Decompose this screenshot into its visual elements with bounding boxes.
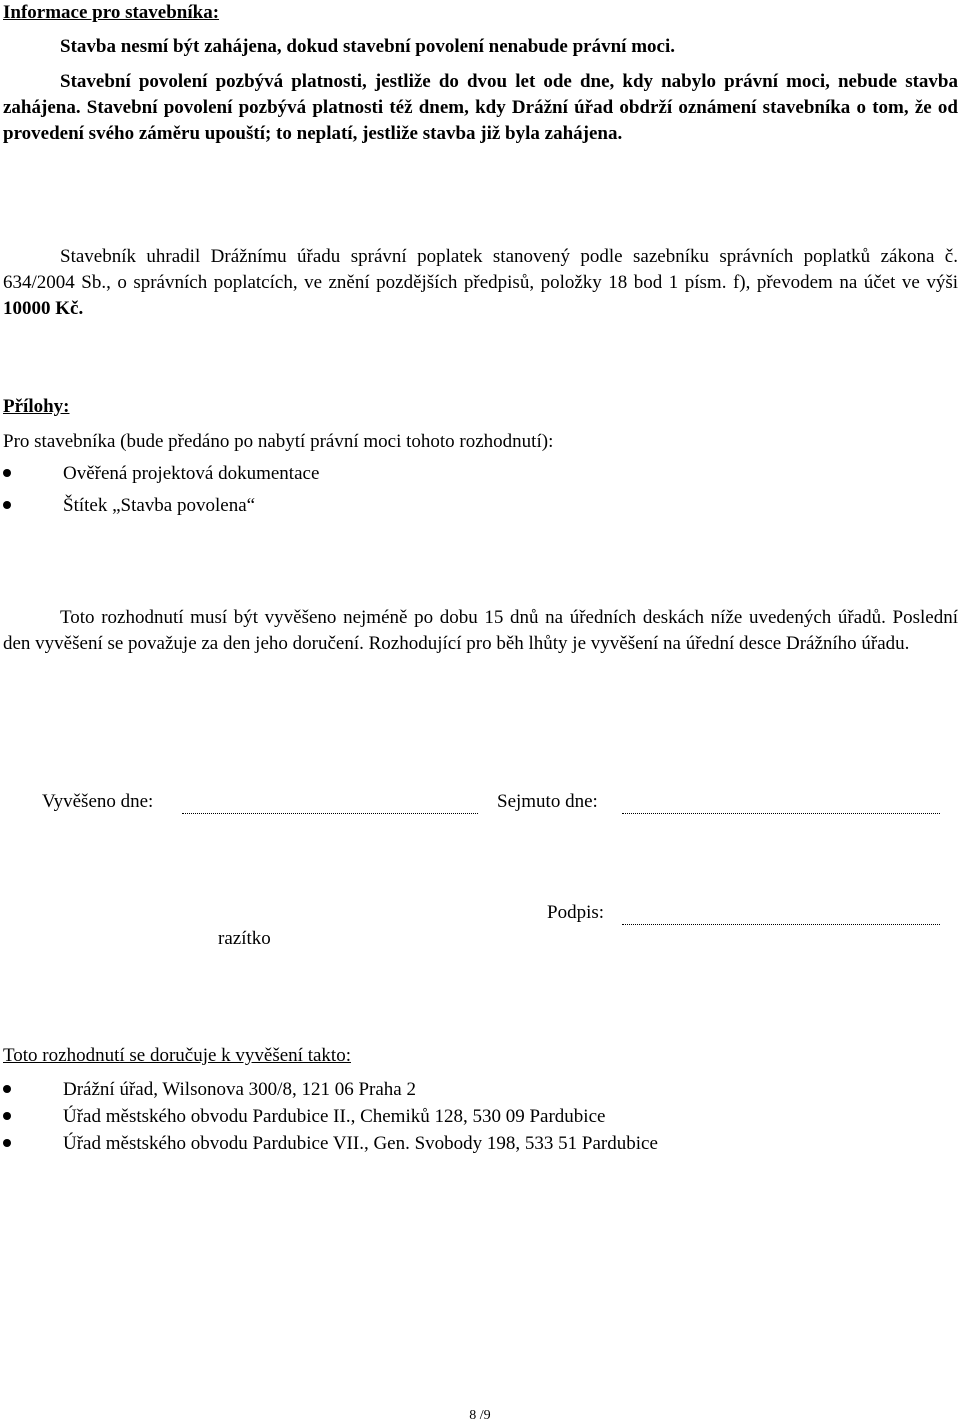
signature-label: Podpis: (547, 902, 605, 923)
attachments-intro: Pro stavebníka (bude předáno po nabytí právní moci tohoto rozhodnutí): (3, 431, 554, 452)
section-title-attachments: Přílohy: (3, 396, 70, 417)
removed-date-field (622, 813, 940, 814)
fee-amount: 10000 Kč. (3, 298, 84, 319)
info-paragraph-2: Stavební povolení pozbývá platnosti, jestliže do dvou let ode dne, kdy nabylo právní moci, nebude stavba zahájena. Stavební povolení pozbývá platnosti též dnem, kdy Drážní úřad obdrží oznámení stavebníka o tom, že od provedení svého záměru upouští; to neplatí, jestliže stavba již byla zahájena. (3, 71, 958, 144)
info-paragraph-1: Stavba nesmí být zahájena, dokud stavební povolení nenabude právní moci. (60, 36, 675, 57)
fee-text: Stavebník uhradil Drážnímu úřadu správní poplatek stanovený podle sazebníku správních poplatků zákona č. 634/2004 Sb., o správních poplatcích, ve znění pozdějších předpisů, položky 18 bod 1 písm. f), převodem na účet ve výši (3, 246, 958, 293)
removed-date-label: Sejmuto dne: (497, 791, 598, 812)
bullet-icon (3, 1085, 11, 1093)
attachment-item-2: Štítek „Stavba povolena“ (63, 495, 256, 516)
fee-paragraph (3, 244, 958, 322)
section-title-info: Informace pro stavebníka: (3, 2, 220, 23)
bullet-icon (3, 469, 11, 477)
page-number: 8 /9 (469, 1408, 491, 1423)
attachment-item-1: Ověřená projektová dokumentace (63, 463, 320, 484)
delivery-item-2: Úřad městského obvodu Pardubice II., Chemiků 128, 530 09 Pardubice (63, 1106, 606, 1127)
bullet-icon (3, 1139, 11, 1147)
section-title-delivery: Toto rozhodnutí se doručuje k vyvěšení takto: (3, 1045, 351, 1066)
posted-date-label: Vyvěšeno dne: (42, 791, 154, 812)
stamp-label: razítko (218, 928, 271, 949)
signature-field (622, 924, 940, 925)
delivery-item-1: Drážní úřad, Wilsonova 300/8, 121 06 Praha 2 (63, 1079, 416, 1100)
delivery-item-3: Úřad městského obvodu Pardubice VII., Gen. Svobody 198, 533 51 Pardubice (63, 1133, 658, 1154)
bullet-icon (3, 1112, 11, 1120)
posting-paragraph: Toto rozhodnutí musí být vyvěšeno nejméně po dobu 15 dnů na úředních deskách níže uvedených úřadů. Poslední den vyvěšení se považuje za den jeho doručení. Rozhodující pro běh lhůty je vyvěšení na úřední desce Drážního úřadu. (3, 607, 958, 654)
bullet-icon (3, 501, 11, 509)
posted-date-field (182, 813, 478, 814)
